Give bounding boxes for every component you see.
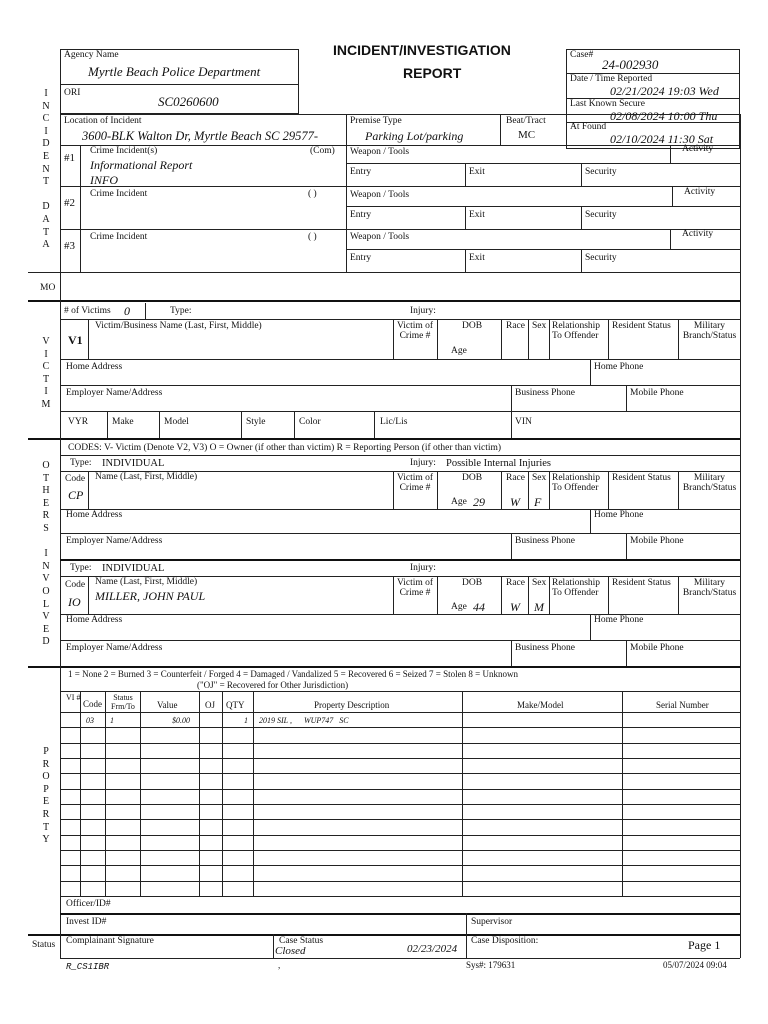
crime-2-label: Crime Incident — [90, 189, 148, 199]
person-1-business-phone-label: Business Phone — [515, 536, 575, 546]
person-1-injury-label: Injury: — [410, 458, 436, 468]
victim-home-phone-label: Home Phone — [594, 362, 644, 372]
prop-col-serial: Serial Number — [656, 700, 709, 710]
date-reported-label: Date / Time Reported — [570, 74, 653, 84]
person-1-sex-value: F — [534, 495, 542, 509]
prop-col-make-model: Make/Model — [517, 700, 564, 710]
person-2-employer-label: Employer Name/Address — [66, 643, 163, 653]
vehicle-make-label: Make — [112, 417, 134, 427]
victim-name-label: Victim/Business Name (Last, First, Middle) — [95, 321, 262, 331]
person-1-sex-label: Sex — [532, 473, 547, 483]
person-1-home-address-label: Home Address — [66, 510, 123, 520]
complainant-signature-label: Complainant Signature — [66, 936, 154, 946]
page-number: Page 1 — [688, 938, 721, 952]
prop-row-1-description: 2019 SIL , WUP747 SC — [259, 716, 349, 725]
person-1-age-label: Age — [451, 497, 467, 507]
crime-2-entry-label: Entry — [350, 210, 372, 220]
crime-1-entry-label: Entry — [350, 167, 372, 177]
person-2-code-value: IO — [68, 595, 81, 609]
person-1-relationship-label: Relationship To Offender — [552, 473, 601, 493]
person-2-mobile-phone-label: Mobile Phone — [630, 643, 684, 653]
person-2-injury-label: Injury: — [410, 563, 436, 573]
prop-row-1-value: $0.00 — [172, 716, 190, 725]
report-title-line2: REPORT — [403, 65, 462, 81]
crime-1-com: (Com) — [310, 146, 335, 156]
crime-3-exit-label: Exit — [469, 253, 485, 263]
mo-label: MO — [40, 283, 56, 293]
beat-label: Beat/Tract — [506, 116, 546, 126]
crime-1-weapon-label: Weapon / Tools — [350, 147, 410, 157]
crime-1-activity-label: Activity — [682, 144, 714, 154]
prop-row-1-status: 1 — [110, 716, 114, 725]
crime-2-weapon-label: Weapon / Tools — [350, 190, 410, 200]
person-1-military-label: Military Branch/Status — [682, 473, 737, 493]
footer-comma: , — [278, 960, 281, 970]
vehicle-year-label: VYR — [68, 417, 89, 427]
person-2-victim-of-label: Victim of Crime # — [396, 578, 434, 598]
case-status-label: Case Status — [279, 936, 324, 946]
crime-1-code: INFO — [90, 173, 118, 187]
person-1-race-label: Race — [506, 473, 525, 483]
location-label: Location of Incident — [64, 116, 142, 126]
status-label: Status — [32, 940, 56, 950]
person-2-race-value: W — [510, 600, 520, 614]
person-1-age-value: 29 — [473, 495, 485, 509]
vehicle-style-label: Style — [246, 417, 266, 427]
system-number: Sys#: 179631 — [466, 960, 516, 970]
prop-col-status: Status Frm/To — [111, 693, 135, 711]
person-2-sex-value: M — [534, 600, 544, 614]
report-title-line1: INCIDENT/INVESTIGATION — [333, 42, 511, 58]
prop-col-vi: VI # — [66, 693, 81, 702]
person-2-resident-label: Resident Status — [612, 578, 671, 588]
prop-col-qty: QTY — [226, 700, 245, 710]
crime-2-com: ( ) — [308, 189, 317, 199]
person-2-age-label: Age — [451, 602, 467, 612]
crime-3-weapon-label: Weapon / Tools — [350, 232, 410, 242]
beat-value: MC — [518, 129, 536, 141]
victim-side-label: V I C T I M — [41, 336, 51, 410]
agency-value: Myrtle Beach Police Department — [88, 64, 261, 79]
victim-sex-label: Sex — [532, 321, 547, 331]
ori-label: ORI — [64, 88, 81, 98]
person-1-code-label: Code — [65, 474, 86, 484]
victim-race-label: Race — [506, 321, 525, 331]
prop-col-code: Code — [83, 699, 102, 709]
crime-3-num: #3 — [64, 240, 75, 252]
case-status-date: 02/23/2024 — [407, 943, 458, 955]
crime-2-exit-label: Exit — [469, 210, 485, 220]
prop-row-1-qty: 1 — [244, 716, 248, 725]
victim-home-address-label: Home Address — [66, 362, 123, 372]
person-2-relationship-label: Relationship To Offender — [552, 578, 601, 598]
person-1-dob-label: DOB — [462, 473, 483, 483]
supervisor-label: Supervisor — [471, 917, 513, 927]
case-disposition-label: Case Disposition: — [471, 936, 539, 946]
ori-value: SC0260600 — [158, 94, 219, 109]
victim-business-phone-label: Business Phone — [515, 388, 575, 398]
person-2-business-phone-label: Business Phone — [515, 643, 575, 653]
crime-3-label: Crime Incident — [90, 232, 148, 242]
prop-col-description: Property Description — [314, 700, 390, 710]
person-1-type-label: Type: — [70, 458, 92, 468]
person-2-sex-label: Sex — [532, 578, 547, 588]
invest-id-label: Invest ID# — [66, 917, 107, 927]
print-timestamp: 05/07/2024 09:04 — [663, 960, 727, 970]
victim-mobile-phone-label: Mobile Phone — [630, 388, 684, 398]
person-1-name-label: Name (Last, First, Middle) — [95, 472, 198, 482]
location-value: 3600-BLK Walton Dr, Myrtle Beach SC 29577- — [82, 129, 318, 143]
crime-2-security-label: Security — [585, 210, 617, 220]
person-1-victim-of-label: Victim of Crime # — [396, 473, 434, 493]
crime-3-entry-label: Entry — [350, 253, 372, 263]
form-code: R_CS1IBR — [66, 962, 110, 972]
person-2-age-value: 44 — [473, 600, 485, 614]
victim-age-label: Age — [451, 346, 467, 356]
crime-1-num: #1 — [64, 152, 75, 164]
victim-resident-label: Resident Status — [612, 321, 671, 331]
person-1-home-phone-label: Home Phone — [594, 510, 644, 520]
crime-3-security-label: Security — [585, 253, 617, 263]
vehicle-vin-label: VIN — [515, 417, 532, 427]
victim-of-label: Victim of Crime # — [396, 321, 434, 341]
person-2-dob-label: DOB — [462, 578, 483, 588]
crime-1-label: Crime Incident(s) — [90, 146, 158, 156]
person-1-race-value: W — [510, 495, 520, 509]
num-victims-value: 0 — [124, 304, 130, 318]
crime-3-com: ( ) — [308, 232, 317, 242]
prop-col-oj: OJ — [205, 700, 216, 710]
vehicle-license-label: Lic/Lis — [380, 417, 408, 427]
victim-id: V1 — [68, 333, 83, 347]
incident-side-label: I N C I D E N T D A T A — [42, 88, 50, 251]
victim-employer-label: Employer Name/Address — [66, 388, 163, 398]
victim-type-label: Type: — [170, 306, 192, 316]
crime-2-num: #2 — [64, 197, 75, 209]
officer-id-label: Officer/ID# — [66, 899, 111, 909]
person-1-injury-value: Possible Internal Injuries — [446, 458, 551, 469]
crime-1-exit-label: Exit — [469, 167, 485, 177]
date-reported-value: 02/21/2024 19:03 Wed — [610, 84, 719, 98]
at-found-value: 02/10/2024 11:30 Sat — [610, 132, 714, 146]
property-side-label: P R O P E R T Y — [42, 746, 50, 846]
victim-military-label: Military Branch/Status — [682, 321, 737, 341]
person-1-resident-label: Resident Status — [612, 473, 671, 483]
prop-col-value: Value — [157, 700, 178, 710]
person-1-type-value: INDIVIDUAL — [102, 458, 165, 469]
premise-label: Premise Type — [350, 116, 402, 126]
crime-1-desc: Informational Report — [90, 158, 193, 172]
person-2-home-phone-label: Home Phone — [594, 615, 644, 625]
vehicle-model-label: Model — [164, 417, 189, 427]
victim-relationship-label: Relationship To Offender — [552, 321, 601, 341]
case-number: 24-002930 — [602, 57, 659, 72]
last-known-secure-label: Last Known Secure — [570, 99, 645, 109]
agency-label: Agency Name — [64, 50, 119, 60]
victim-dob-label: DOB — [462, 321, 483, 331]
case-status-value: Closed — [275, 945, 306, 957]
person-1-employer-label: Employer Name/Address — [66, 536, 163, 546]
vehicle-color-label: Color — [299, 417, 321, 427]
person-1-mobile-phone-label: Mobile Phone — [630, 536, 684, 546]
person-2-type-label: Type: — [70, 563, 92, 573]
prop-row-1-code: 03 — [86, 716, 94, 725]
property-codes-note: ("OJ" = Recovered for Other Jurisdiction) — [197, 680, 349, 690]
num-victims-label: # of Victims — [64, 306, 111, 316]
person-1-code-value: CP — [68, 488, 84, 502]
property-codes-legend: 1 = None 2 = Burned 3 = Counterfeit / Forged 4 = Damaged / Vandalized 5 = Recovered 6 = Seized 7 = Stolen 8 = Unknown — [68, 669, 518, 679]
victim-injury-label: Injury: — [410, 306, 436, 316]
person-2-type-value: INDIVIDUAL — [102, 563, 165, 574]
person-2-military-label: Military Branch/Status — [682, 578, 737, 598]
person-2-name-label: Name (Last, First, Middle) — [95, 577, 198, 587]
person-2-home-address-label: Home Address — [66, 615, 123, 625]
premise-value: Parking Lot/parking — [365, 129, 464, 143]
case-label: Case# — [570, 50, 594, 60]
person-2-name-value: MILLER, JOHN PAUL — [95, 589, 206, 603]
person-2-race-label: Race — [506, 578, 525, 588]
crime-3-activity-label: Activity — [682, 229, 714, 239]
others-codes-legend: CODES: V- Victim (Denote V2, V3) O = Owner (if other than victim) R = Reporting Person (if other than victim) — [68, 443, 502, 453]
others-side-label: O T H E R S I N V O L V E D — [42, 460, 50, 648]
crime-1-security-label: Security — [585, 167, 617, 177]
crime-2-activity-label: Activity — [684, 187, 716, 197]
at-found-label: At Found — [570, 122, 607, 132]
person-2-code-label: Code — [65, 580, 86, 590]
last-known-secure-value: 02/08/2024 10:00 Thu — [610, 109, 718, 123]
